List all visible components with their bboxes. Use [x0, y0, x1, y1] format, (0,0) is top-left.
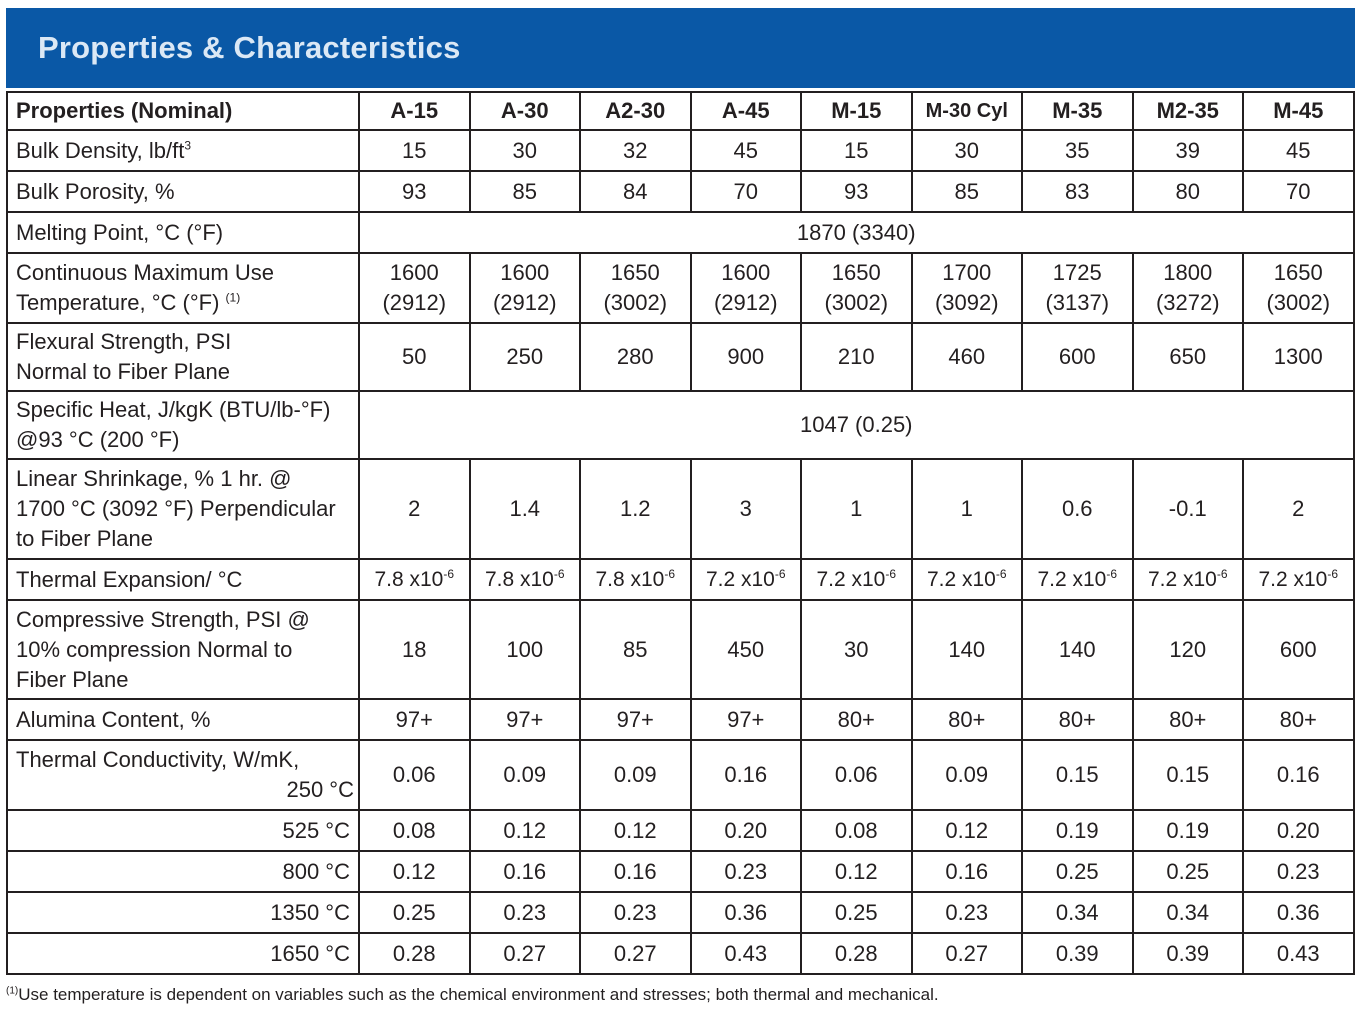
table-cell: 32: [580, 130, 691, 171]
table-cell: 210: [801, 323, 912, 391]
superscript: 3: [184, 138, 192, 153]
header-row: [7, 92, 1354, 130]
table-cell: 15: [801, 130, 912, 171]
table-cell: 39: [1133, 130, 1244, 171]
table-cell: 280: [580, 323, 691, 391]
column-header: M2-35: [1133, 92, 1244, 130]
table-cell: 2: [1243, 459, 1354, 559]
table-row: [7, 740, 1354, 810]
table-cell: 0.25: [1133, 851, 1244, 892]
table-cell: 0.08: [359, 810, 470, 851]
row-label: Flexural Strength, PSI Normal to Fiber Plane: [7, 323, 359, 391]
table-cell: 0.09: [580, 740, 691, 810]
table-cell: 1300: [1243, 323, 1354, 391]
table-cell: 1.4: [470, 459, 581, 559]
merged-cell: 1870 (3340): [359, 212, 1354, 253]
table-cell: 0.09: [912, 740, 1023, 810]
table-cell: -0.1: [1133, 459, 1244, 559]
table-cell: 85: [470, 171, 581, 212]
merged-cell: 1047 (0.25): [359, 391, 1354, 459]
table-cell: 93: [359, 171, 470, 212]
table-cell: 30: [470, 130, 581, 171]
table-cell: 0.34: [1133, 892, 1244, 933]
table-cell: 70: [691, 171, 802, 212]
column-header: A-45: [691, 92, 802, 130]
table-cell: 0.20: [691, 810, 802, 851]
row-label: Linear Shrinkage, % 1 hr. @ 1700 °C (3092 °F) Perpendicular to Fiber Plane: [7, 459, 359, 559]
table-cell: 0.25: [359, 892, 470, 933]
table-cell: 0.34: [1022, 892, 1133, 933]
column-header: M-45: [1243, 92, 1354, 130]
table-cell: 650: [1133, 323, 1244, 391]
column-header: A-15: [359, 92, 470, 130]
table-cell: 0.39: [1022, 933, 1133, 974]
table-cell: 100: [470, 600, 581, 699]
table-cell: 7.8 $x10^{-6}$: [470, 559, 581, 600]
column-header: A2-30: [580, 92, 691, 130]
table-cell: 97+: [580, 699, 691, 740]
table-cell: 97+: [470, 699, 581, 740]
table-cell: 1: [801, 459, 912, 559]
table-row: [7, 600, 1354, 699]
table-cell: 0.25: [1022, 851, 1133, 892]
table-cell: 0.27: [470, 933, 581, 974]
table-cell: 0.19: [1022, 810, 1133, 851]
table-cell: 7.2 $x10^{-6}$: [1243, 559, 1354, 600]
row-label: Thermal Conductivity, W/mK, 250 °C: [7, 740, 359, 810]
table-cell: 0.27: [912, 933, 1023, 974]
table-cell: 80+: [912, 699, 1023, 740]
table-cell: 18: [359, 600, 470, 699]
table-cell: 1.2: [580, 459, 691, 559]
table-cell: 7.2 $x10^{-6}$: [912, 559, 1023, 600]
table-cell: 0.12: [359, 851, 470, 892]
section-header: [6, 8, 1355, 88]
table-cell: 97+: [359, 699, 470, 740]
table-cell: 15: [359, 130, 470, 171]
table-cell: 7.2 $x10^{-6}$: [691, 559, 802, 600]
table-cell: 0.28: [801, 933, 912, 974]
table-cell: 600: [1022, 323, 1133, 391]
table-cell: 0.43: [691, 933, 802, 974]
table-cell: 1800 (3272): [1133, 253, 1244, 323]
table-cell: 0.16: [580, 851, 691, 892]
row-label: 1650 °C: [7, 933, 359, 974]
table-cell: 0.39: [1133, 933, 1244, 974]
table-cell: 0.08: [801, 810, 912, 851]
table-cell: 7.8 $x10^{-6}$: [359, 559, 470, 600]
row-label: Continuous Maximum Use Temperature, °C (°F) $^{(1)}$: [7, 253, 359, 323]
table-cell: 120: [1133, 600, 1244, 699]
table-cell: 0.12: [912, 810, 1023, 851]
table-cell: 1600 (2912): [691, 253, 802, 323]
column-header: A-30: [470, 92, 581, 130]
table-cell: 0.19: [1133, 810, 1244, 851]
table-cell: 0.16: [1243, 740, 1354, 810]
table-cell: 0.36: [1243, 892, 1354, 933]
table-cell: 45: [691, 130, 802, 171]
superscript: (1): [225, 290, 241, 305]
table-cell: 80+: [801, 699, 912, 740]
table-cell: 1650 (3002): [1243, 253, 1354, 323]
properties-table: [6, 91, 1355, 975]
row-label: Melting Point, °C (°F): [7, 212, 359, 253]
table-cell: 93: [801, 171, 912, 212]
table-row: [7, 323, 1354, 391]
footnote-text: Use temperature is dependent on variables such as the chemical environment and stresses; both thermal and mechanical.: [18, 985, 939, 1004]
table-cell: 0.16: [470, 851, 581, 892]
table-row: [7, 391, 1354, 459]
table-cell: 0.36: [691, 892, 802, 933]
table-cell: 1700 (3092): [912, 253, 1023, 323]
table-cell: 2: [359, 459, 470, 559]
row-label: Alumina Content, %: [7, 699, 359, 740]
table-cell: 900: [691, 323, 802, 391]
table-cell: 85: [580, 600, 691, 699]
table-cell: 80: [1133, 171, 1244, 212]
table-cell: 7.2 $x10^{-6}$: [801, 559, 912, 600]
table-cell: 3: [691, 459, 802, 559]
table-cell: 0.43: [1243, 933, 1354, 974]
table-row: [7, 130, 1354, 171]
row-label: 800 °C: [7, 851, 359, 892]
table-cell: 7.2 $x10^{-6}$: [1133, 559, 1244, 600]
table-cell: 1650 (3002): [580, 253, 691, 323]
table-cell: 0.6: [1022, 459, 1133, 559]
table-cell: 0.16: [912, 851, 1023, 892]
table-cell: 0.20: [1243, 810, 1354, 851]
table-row: [7, 810, 1354, 851]
table-row: [7, 253, 1354, 323]
table-cell: 80+: [1133, 699, 1244, 740]
table-cell: 0.12: [801, 851, 912, 892]
table-cell: 70: [1243, 171, 1354, 212]
property-header: Properties (Nominal): [7, 92, 359, 130]
table-cell: 0.16: [691, 740, 802, 810]
table-cell: 0.28: [359, 933, 470, 974]
table-cell: 83: [1022, 171, 1133, 212]
table-cell: 0.23: [470, 892, 581, 933]
table-row: [7, 851, 1354, 892]
table-cell: 1: [912, 459, 1023, 559]
row-label: Compressive Strength, PSI @ 10% compression Normal to Fiber Plane: [7, 600, 359, 699]
table-cell: 460: [912, 323, 1023, 391]
table-cell: 30: [912, 130, 1023, 171]
table-cell: 85: [912, 171, 1023, 212]
table-cell: 84: [580, 171, 691, 212]
row-label: 525 °C: [7, 810, 359, 851]
table-cell: 450: [691, 600, 802, 699]
table-row: [7, 559, 1354, 600]
table-row: [7, 459, 1354, 559]
footnote: [6, 985, 939, 1005]
table-cell: 0.09: [470, 740, 581, 810]
table-cell: 7.8 $x10^{-6}$: [580, 559, 691, 600]
table-cell: 0.12: [580, 810, 691, 851]
table-cell: 1725 (3137): [1022, 253, 1133, 323]
table-cell: 1650 (3002): [801, 253, 912, 323]
table-cell: 0.23: [580, 892, 691, 933]
footnote-mark: (1): [6, 985, 19, 997]
table-row: [7, 212, 1354, 253]
row-label: 1350 °C: [7, 892, 359, 933]
table-cell: 600: [1243, 600, 1354, 699]
table-cell: 140: [912, 600, 1023, 699]
row-label: Bulk Porosity, %: [7, 171, 359, 212]
column-header: M-15: [801, 92, 912, 130]
table-cell: 0.06: [801, 740, 912, 810]
table-row: [7, 171, 1354, 212]
table-cell: 0.27: [580, 933, 691, 974]
column-header: M-30 Cyl: [912, 92, 1023, 130]
table-cell: 35: [1022, 130, 1133, 171]
table-cell: 0.12: [470, 810, 581, 851]
table-cell: 0.23: [691, 851, 802, 892]
table-cell: 80+: [1022, 699, 1133, 740]
table-row: [7, 933, 1354, 974]
column-header: M-35: [1022, 92, 1133, 130]
table-cell: 1600 (2912): [359, 253, 470, 323]
table-row: [7, 699, 1354, 740]
row-label: Thermal Expansion/ °C: [7, 559, 359, 600]
table-cell: 7.2 $x10^{-6}$: [1022, 559, 1133, 600]
table-cell: 30: [801, 600, 912, 699]
row-label: Bulk Density, $lb/ft^3$: [7, 130, 359, 171]
table-cell: 50: [359, 323, 470, 391]
table-cell: 0.15: [1022, 740, 1133, 810]
table-cell: 0.06: [359, 740, 470, 810]
table-cell: 97+: [691, 699, 802, 740]
table-cell: 0.23: [912, 892, 1023, 933]
table-cell: 0.23: [1243, 851, 1354, 892]
table-cell: 0.15: [1133, 740, 1244, 810]
table-cell: 0.25: [801, 892, 912, 933]
page-title: Properties & Characteristics: [38, 30, 461, 65]
table-row: [7, 892, 1354, 933]
table-cell: 140: [1022, 600, 1133, 699]
table-cell: 1600 (2912): [470, 253, 581, 323]
table-cell: 250: [470, 323, 581, 391]
row-label: Specific Heat, J/kgK (BTU/lb-°F) @93 °C (200 °F): [7, 391, 359, 459]
table-cell: 80+: [1243, 699, 1354, 740]
table-cell: 45: [1243, 130, 1354, 171]
